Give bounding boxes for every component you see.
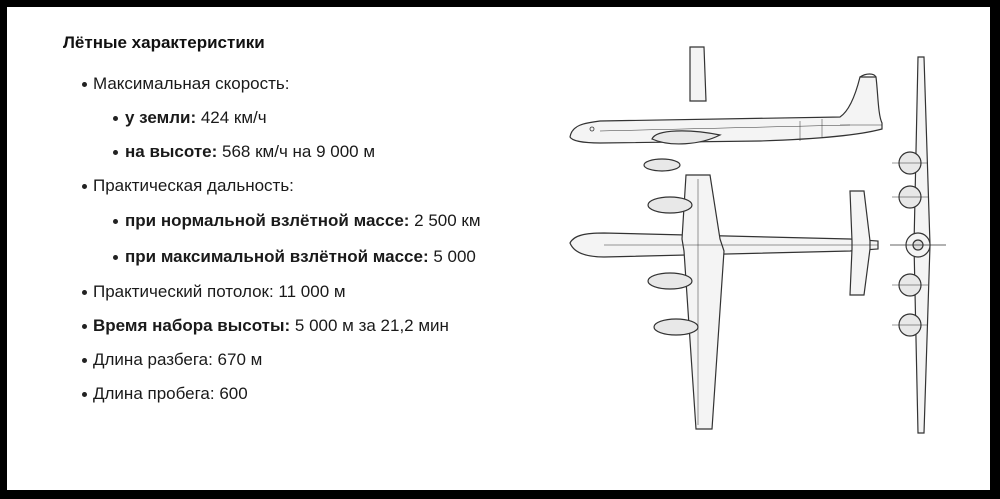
spec-range-max (63, 239, 541, 275)
spec-label: Практический потолок: 11 000 м (93, 282, 346, 301)
spec-label: при нормальной взлётной массе: (125, 211, 410, 230)
spec-value: 5 000 м за 21,2 мин (290, 316, 449, 335)
spec-label: Длина пробега: 600 (93, 384, 248, 403)
bullet-icon (82, 358, 87, 363)
section-title: Лётные характеристики (63, 33, 265, 52)
bullet-icon (82, 184, 87, 189)
bullet-icon (82, 324, 87, 329)
spec-range-normal (63, 203, 541, 239)
spec-label: Максимальная скорость: (93, 74, 290, 93)
bullet-icon (113, 150, 118, 155)
spec-label: у земли: (125, 108, 197, 127)
spec-climb-time (63, 309, 541, 343)
spec-ceiling (63, 275, 541, 309)
bullet-icon (82, 290, 87, 295)
spec-range (63, 169, 541, 203)
spec-landing-run (63, 377, 541, 411)
side-view (570, 47, 882, 144)
page-frame (7, 7, 990, 490)
spec-label: Длина разбега: 670 м (93, 350, 263, 369)
spec-label: Время набора высоты: (93, 316, 291, 335)
bullet-icon (113, 219, 118, 224)
spec-value: 568 км/ч на 9 000 м (217, 142, 376, 161)
spec-max-speed (63, 67, 541, 101)
spec-takeoff-run (63, 343, 541, 377)
spec-label: на высоте: (125, 142, 218, 161)
bullet-icon (82, 82, 87, 87)
spec-label: Практическая дальность: (93, 176, 294, 195)
spec-value: 5 000 (428, 247, 476, 266)
spec-speed-altitude (63, 135, 541, 169)
spec-value: 2 500 км (409, 211, 481, 230)
bullet-icon (113, 255, 118, 260)
spec-value: 424 км/ч (196, 108, 267, 127)
top-view (570, 159, 878, 429)
bullet-icon (82, 392, 87, 397)
specs-section (63, 33, 541, 473)
spec-speed-ground (63, 101, 541, 135)
front-view (890, 57, 946, 433)
spec-label: при максимальной взлётной массе: (125, 247, 429, 266)
aircraft-three-view-drawing (560, 45, 990, 470)
specs-list (63, 67, 541, 411)
bullet-icon (113, 116, 118, 121)
